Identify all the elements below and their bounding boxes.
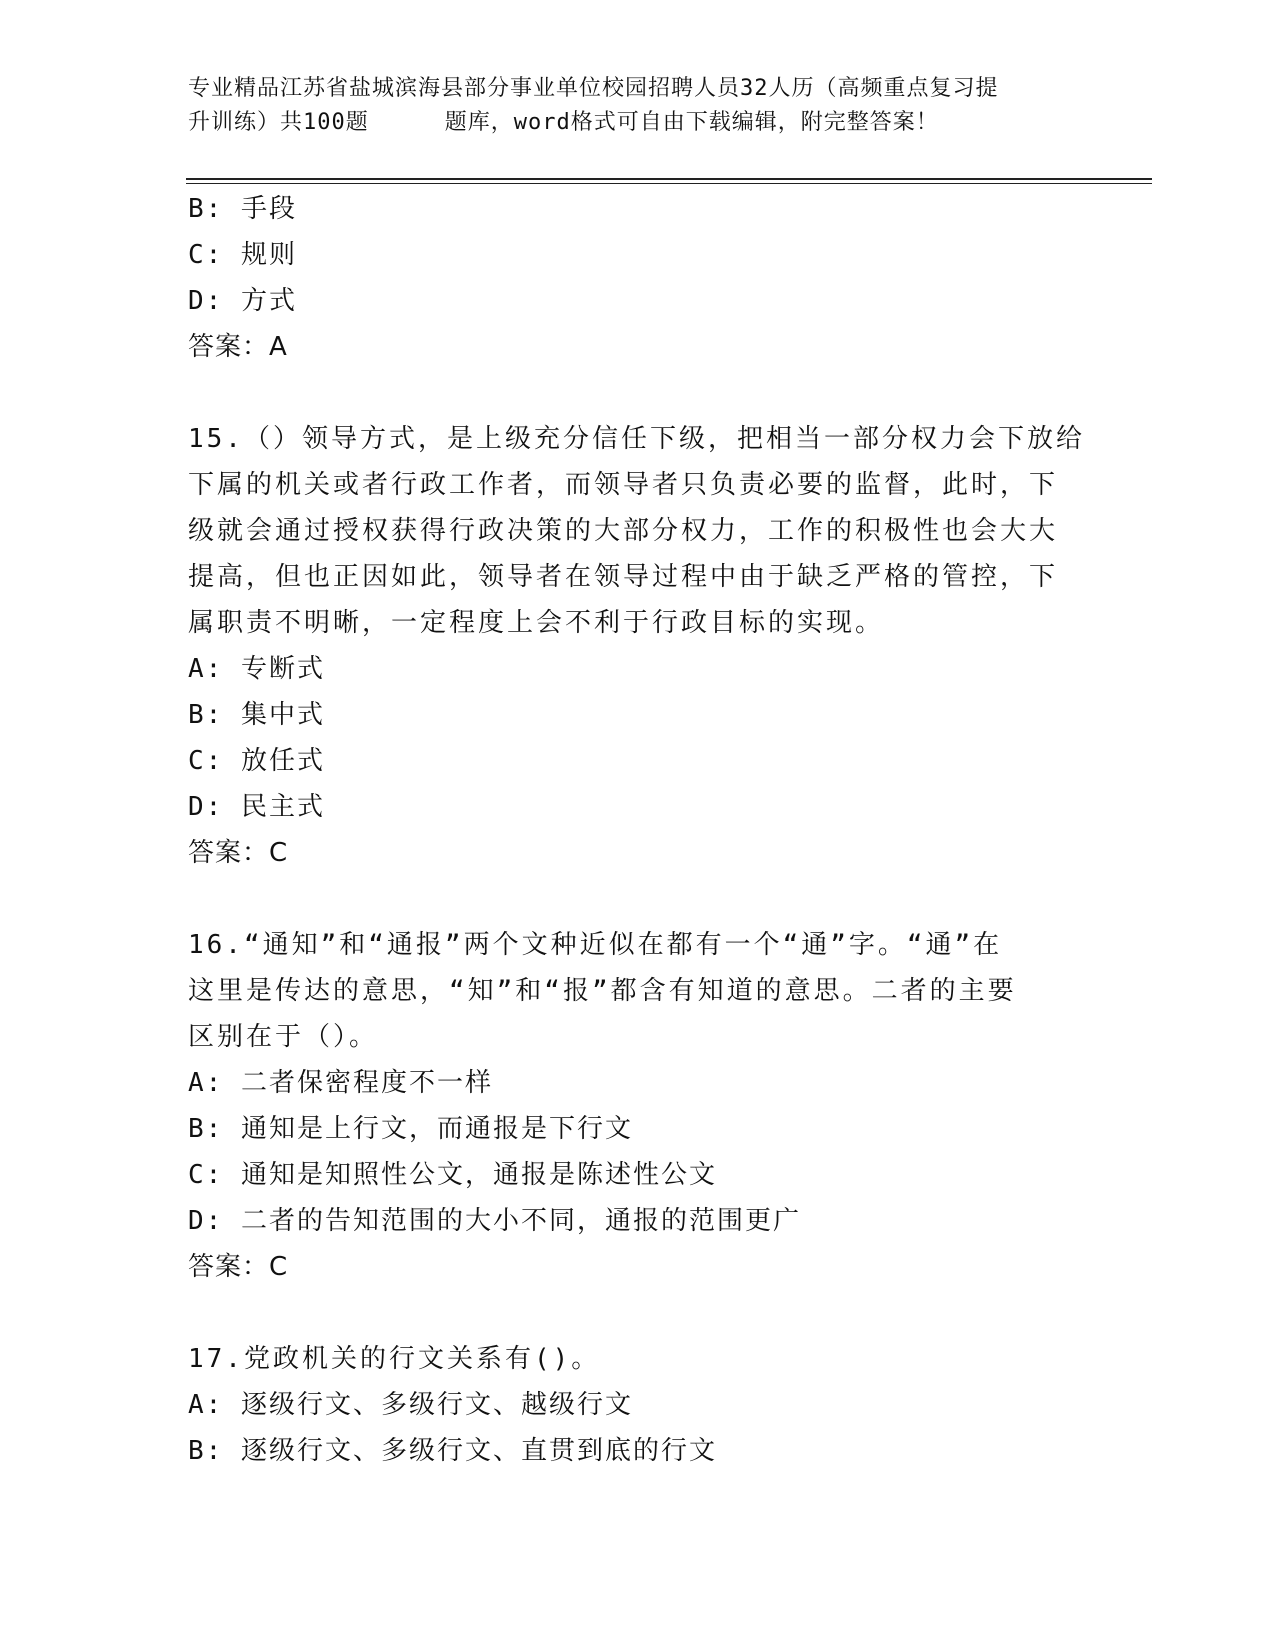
option-b: B: 通知是上行文，而通报是下行文 <box>188 1114 633 1144</box>
header-divider-bottom <box>186 183 1152 184</box>
header-line-2-left: 升训练）共100题 <box>188 110 369 135</box>
question-stem: 属职责不明晰，一定程度上会不利于行政目标的实现。 <box>188 608 885 638</box>
answer: 答案：A <box>188 332 288 362</box>
option-b: B: 逐级行文、多级行文、直贯到底的行文 <box>188 1436 717 1466</box>
header-line-1: 专业精品江苏省盐城滨海县部分事业单位校园招聘人员32人历（高频重点复习提 <box>188 76 999 101</box>
option-d: D: 方式 <box>188 286 297 316</box>
answer: 答案：C <box>188 1252 289 1282</box>
answer: 答案：C <box>188 838 289 868</box>
question-stem: 17.党政机关的行文关系有()。 <box>188 1344 601 1374</box>
question-stem: 提高，但也正因如此，领导者在领导过程中由于缺乏严格的管控，下 <box>188 562 1059 592</box>
question-stem: 下属的机关或者行政工作者，而领导者只负责必要的监督，此时，下 <box>188 470 1059 500</box>
option-c: C: 规则 <box>188 240 297 270</box>
question-stem: 区别在于（）。 <box>188 1022 379 1052</box>
option-a: A: 逐级行文、多级行文、越级行文 <box>188 1390 633 1420</box>
option-a: A: 专断式 <box>188 654 325 684</box>
document-body <box>188 186 1088 1474</box>
option-c: C: 通知是知照性公文，通报是陈述性公文 <box>188 1160 717 1190</box>
question-16 <box>188 922 1088 1290</box>
header-line-2 <box>188 106 1088 140</box>
option-b: B: 集中式 <box>188 700 325 730</box>
option-d: D: 民主式 <box>188 792 325 822</box>
option-a: A: 二者保密程度不一样 <box>188 1068 493 1098</box>
option-c: C: 放任式 <box>188 746 325 776</box>
question-17 <box>188 1336 1088 1474</box>
header-line-2-right: 题库，word格式可自由下载编辑，附完整答案！ <box>444 110 939 135</box>
option-b: B: 手段 <box>188 194 297 224</box>
question-stem: 级就会通过授权获得行政决策的大部分权力，工作的积极性也会大大 <box>188 516 1059 546</box>
question-stem: 16.“通知”和“通报”两个文种近似在都有一个“通”字。“通”在 <box>188 930 1003 960</box>
header-divider-top <box>186 178 1152 180</box>
document-header <box>188 72 1088 140</box>
question-15 <box>188 416 1088 876</box>
question-stem: 这里是传达的意思，“知”和“报”都含有知道的意思。二者的主要 <box>188 976 1017 1006</box>
question-stem: 15.（）领导方式，是上级充分信任下级，把相当一部分权力会下放给 <box>188 424 1085 454</box>
option-d: D: 二者的告知范围的大小不同，通报的范围更广 <box>188 1206 801 1236</box>
question-14-continued <box>188 186 1088 370</box>
